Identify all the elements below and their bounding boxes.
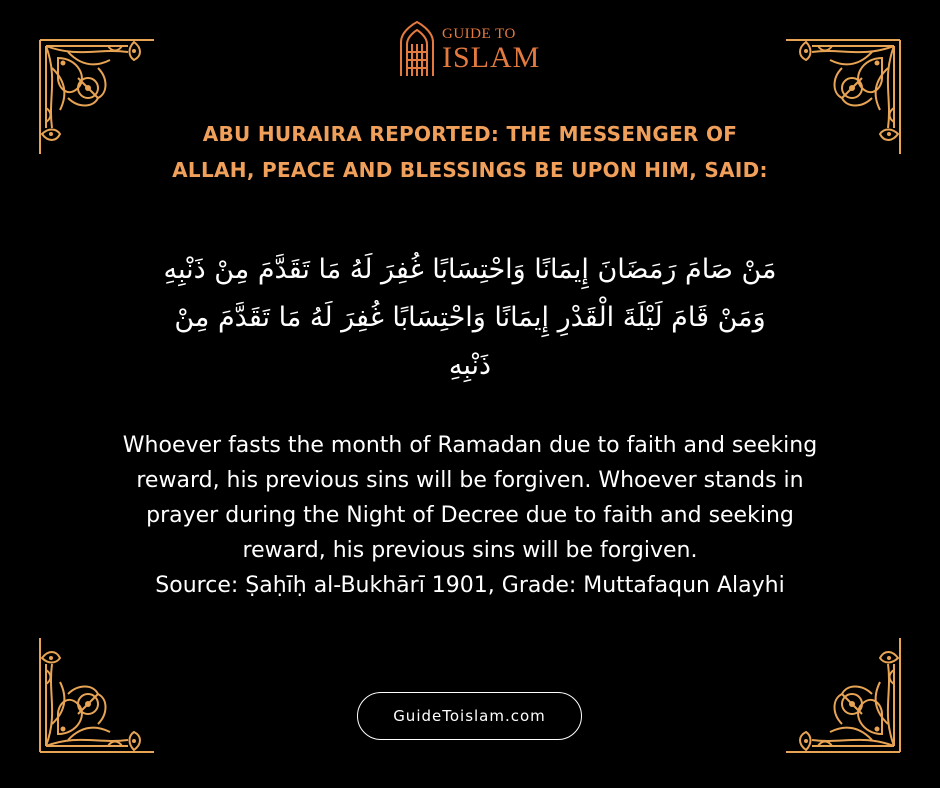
hadith-narrator-heading: ABU HURAIRA REPORTED: THE MESSENGER OF ALLAH, PEACE AND BLESSINGS BE UPON HIM, SAID:	[172, 122, 768, 182]
mosque-arch-icon	[398, 20, 436, 78]
logo-line-1: GUIDE TO	[442, 25, 516, 42]
corner-ornament-bottom-right	[784, 636, 902, 754]
logo-wordmark	[442, 26, 540, 73]
corner-ornament-top-left	[38, 38, 156, 156]
website-link-button[interactable]: GuideToislam.com	[357, 692, 582, 740]
arabesque-corner-icon	[38, 636, 156, 754]
arabesque-corner-icon	[784, 38, 902, 156]
hadith-source: Source: Ṣaḥīḥ al-Bukhārī 1901, Grade: Muttafaqun Alayhi	[155, 573, 785, 598]
arabic-hadith-text: مَنْ صَامَ رَمَضَانَ إِيمَانًا وَاحْتِسَابًا غُفِرَ لَهُ مَا تَقَدَّمَ مِنْ ذَنْبِهِ وَمَنْ قَامَ لَيْلَةَ الْقَدْرِ إِيمَانًا وَاحْتِسَابًا غُفِرَ لَهُ مَا تَقَدَّمَ مِنْ ذَنْبِهِ	[163, 254, 777, 381]
corner-ornament-top-right	[784, 38, 902, 156]
guide-to-islam-logo	[398, 18, 543, 80]
arabesque-corner-icon	[38, 38, 156, 156]
corner-ornament-bottom-left	[38, 636, 156, 754]
translation-block	[120, 428, 820, 603]
arabesque-corner-icon	[784, 636, 902, 754]
logo-line-2: ISLAM	[442, 40, 541, 74]
hadith-translation: Whoever fasts the month of Ramadan due to faith and seeking reward, his previous sins will be forgiven. Whoever stands in prayer during the Night of Decree due to faith and seeking reward, his previous sins will be forgiven.	[122, 433, 818, 563]
